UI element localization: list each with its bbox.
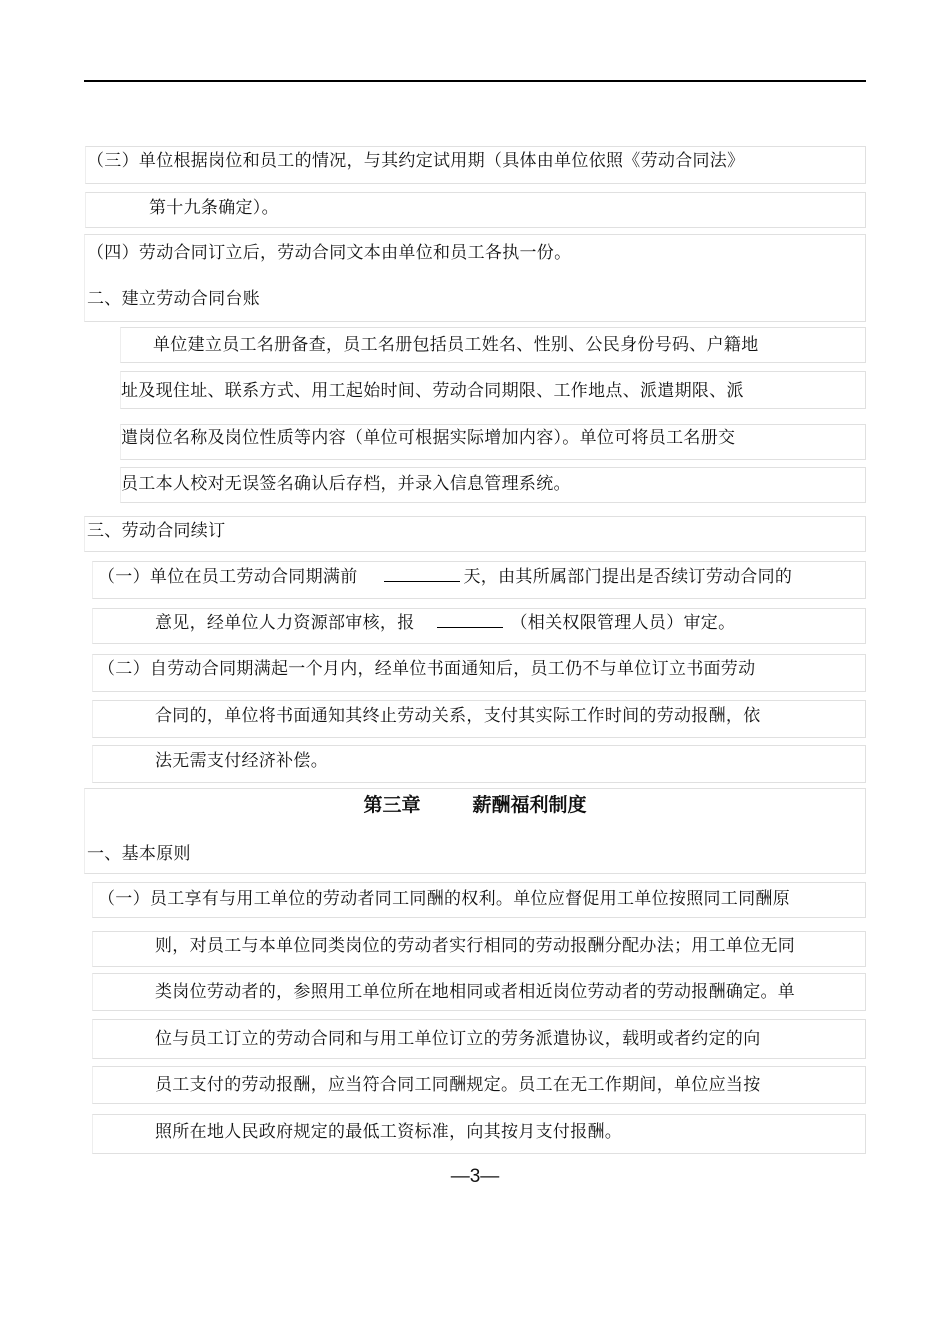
chapter-name: 薪酬福利制度 <box>472 794 587 816</box>
fill-in-blank-days[interactable] <box>384 565 460 582</box>
paragraph-line: 法无需支付经济补偿。 <box>155 751 328 771</box>
paragraph-line: 址及现住址、联系方式、用工起始时间、劳动合同期限、工作地点、派遣期限、派 <box>121 381 744 401</box>
paragraph-line: （二）自劳动合同期满起一个月内，经单位书面通知后，员工仍不与单位订立书面劳动 <box>98 659 756 679</box>
chapter-title <box>0 790 950 817</box>
paragraph-line <box>155 611 735 634</box>
paragraph-line: 类岗位劳动者的，参照用工单位所在地相同或者相近岗位劳动者的劳动报酬确定。单 <box>155 982 796 1002</box>
paragraph-line: 则，对员工与本单位同类岗位的劳动者实行相同的劳动报酬分配办法；用工单位无同 <box>155 936 796 956</box>
page-number: —3— <box>450 1166 500 1187</box>
line-text: （相关权限管理人员）审定。 <box>510 613 736 633</box>
paragraph-line: 遣岗位名称及岗位性质等内容（单位可根据实际增加内容）。单位可将员工名册交 <box>121 428 736 448</box>
chapter-number: 第三章 <box>363 794 421 816</box>
paragraph-line: 合同的，单位将书面通知其终止劳动关系，支付其实际工作时间的劳动报酬，依 <box>155 706 761 726</box>
paragraph-line: 单位建立员工名册备查，员工名册包括员工姓名、性别、公民身份号码、户籍地 <box>153 335 759 355</box>
section-heading: 三、劳动合同续订 <box>87 521 226 541</box>
paragraph-line: 员工本人校对无误签名确认后存档，并录入信息管理系统。 <box>121 474 571 494</box>
paragraph-line: 员工支付的劳动报酬，应当符合同工同酬规定。员工在无工作期间，单位应当按 <box>155 1075 761 1095</box>
line-text: （一）单位在员工劳动合同期满前 <box>98 567 358 587</box>
paragraph-line: 第十九条确定）。 <box>149 198 279 218</box>
paragraph-line: （一）员工享有与用工单位的劳动者同工同酬的权利。单位应督促用工单位按照同工同酬原 <box>98 889 790 909</box>
section-heading: 一、基本原则 <box>87 844 191 864</box>
line-text: 天，由其所属部门提出是否续订劳动合同的 <box>463 567 793 587</box>
line-text: 意见，经单位人力资源部审核，报 <box>155 613 415 633</box>
header-rule <box>84 80 866 82</box>
paragraph-line <box>98 565 792 588</box>
paragraph-line: 位与员工订立的劳动合同和与用工单位订立的劳务派遣协议，载明或者约定的向 <box>155 1029 761 1049</box>
paragraph-line: 照所在地人民政府规定的最低工资标准，向其按月支付报酬。 <box>155 1122 623 1142</box>
fill-in-blank-approver[interactable] <box>437 611 503 628</box>
paragraph-line: （四）劳动合同订立后，劳动合同文本由单位和员工各执一份。 <box>87 243 572 263</box>
paragraph-line: （三）单位根据岗位和员工的情况，与其约定试用期（具体由单位依照《劳动合同法》 <box>87 151 745 171</box>
section-heading: 二、建立劳动合同台账 <box>87 289 260 309</box>
